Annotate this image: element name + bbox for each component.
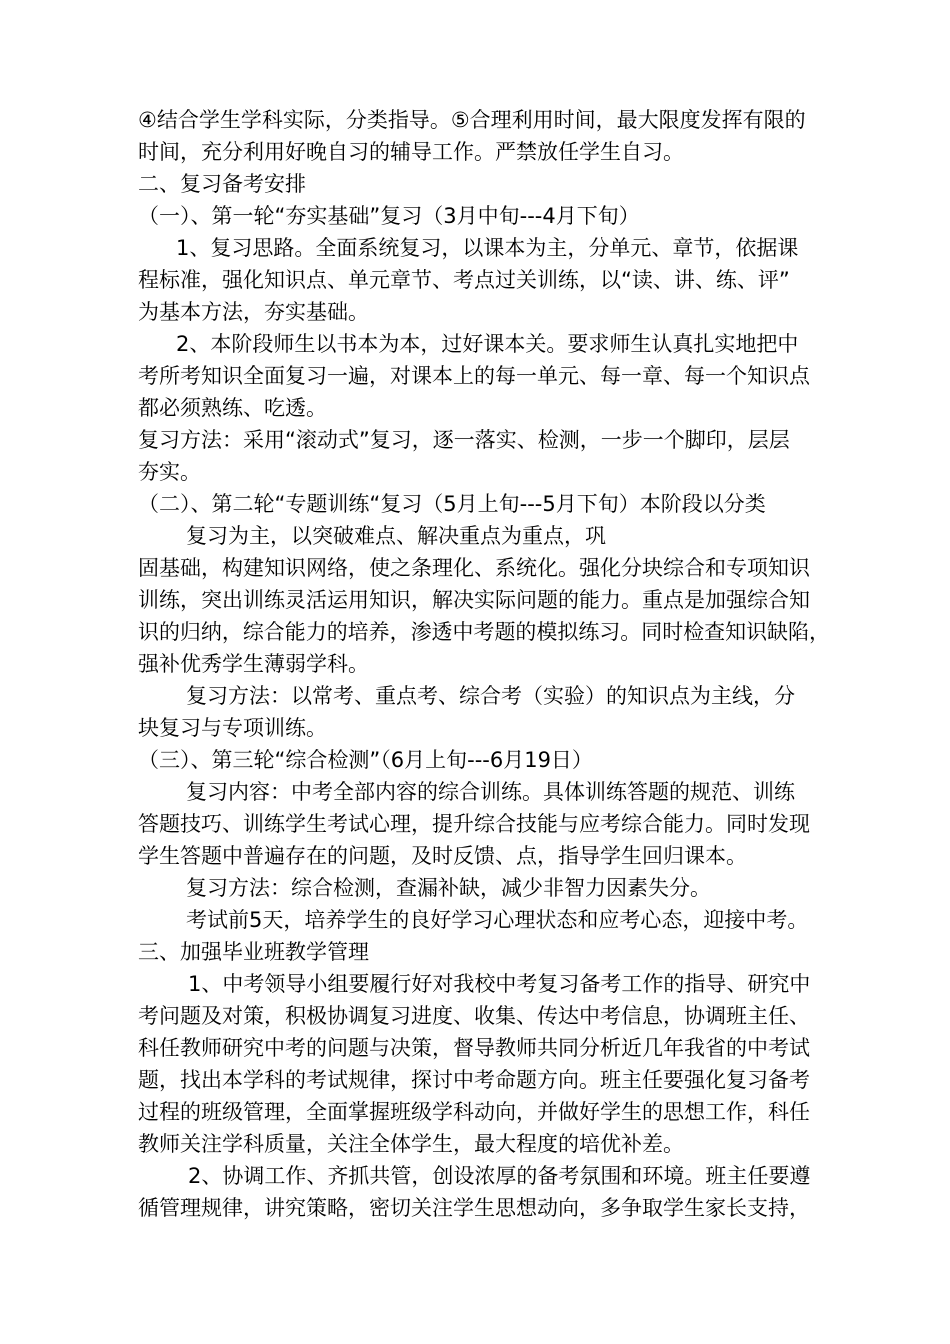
- text-line: 考所考知识全面复习一遍，对课本上的每一单元、每一章、每一个知识点: [138, 364, 810, 388]
- text-line: 夯实。: [138, 460, 201, 484]
- text-line: 块复习与专项训练。: [138, 716, 327, 740]
- text-line: 科任教师研究中考的问题与决策，督导教师共同分析近几年我省的中考试: [138, 1036, 810, 1060]
- text-line: 为基本方法，夯实基础。: [138, 300, 369, 324]
- text-line: 时间，充分利用好晚自习的辅导工作。严禁放任学生自习。: [138, 140, 684, 164]
- subsection-heading: （一）、第一轮“夯实基础”复习（3月中旬---4月下旬）: [138, 204, 640, 228]
- text-line: 1、复习思路。全面系统复习，以课本为主，分单元、章节，依据课: [176, 236, 799, 260]
- text-line: 考问题及对策，积极协调复习进度、收集、传达中考信息，协调班主任、: [138, 1004, 810, 1028]
- text-line: 答题技巧、训练学生考试心理，提升综合技能与应考综合能力。同时发现: [138, 812, 810, 836]
- text-line: 复习为主，以突破难点、解决重点为重点，巩: [186, 524, 606, 548]
- text-line: 固基础，构建知识网络，使之条理化、系统化。强化分块综合和专项知识: [138, 556, 810, 580]
- section-heading: 二、复习备考安排: [138, 172, 306, 196]
- text-line: 1、中考领导小组要履行好对我校中考复习备考工作的指导、研究中: [188, 972, 811, 996]
- text-line: ④结合学生学科实际，分类指导。⑤合理利用时间，最大限度发挥有限的: [138, 108, 806, 132]
- text-line: 2、本阶段师生以书本为本，过好课本关。要求师生认真扎实地把中: [176, 332, 799, 356]
- text-line: 题，找出本学科的考试规律，探讨中考命题方向。班主任要强化复习备考: [138, 1068, 810, 1092]
- text-line: 过程的班级管理，全面掌握班级学科动向，并做好学生的思想工作，科任: [138, 1100, 810, 1124]
- text-line: 循管理规律，讲究策略，密切关注学生思想动向，多争取学生家长支持，: [138, 1196, 810, 1220]
- text-line: 都必须熟练、吃透。: [138, 396, 327, 420]
- text-line: 复习方法：综合检测，查漏补缺，减少非智力因素失分。: [186, 876, 711, 900]
- text-line: 程标准，强化知识点、单元章节、考点过关训练，以“读、讲、练、评”: [138, 268, 790, 292]
- text-line: 识的归纳，综合能力的培养，渗透中考题的模拟练习。同时检查知识缺陷，: [138, 620, 830, 644]
- section-heading: 三、加强毕业班教学管理: [138, 940, 369, 964]
- subsection-heading: （二）、第二轮“专题训练“复习（5月上旬---5月下旬）本阶段以分类: [138, 492, 766, 516]
- text-line: 2、协调工作、齐抓共管，创设浓厚的备考氛围和环境。班主任要遵: [188, 1164, 811, 1188]
- text-line: 强补优秀学生薄弱学科。: [138, 652, 369, 676]
- text-line: 考试前5天，培养学生的良好学习心理状态和应考心态，迎接中考。: [186, 908, 809, 932]
- text-line: 教师关注学科质量，关注全体学生，最大程度的培优补差。: [138, 1132, 684, 1156]
- text-line: 训练，突出训练灵活运用知识，解决实际问题的能力。重点是加强综合知: [138, 588, 810, 612]
- text-line: 学生答题中普遍存在的问题，及时反馈、点，指导学生回归课本。: [138, 844, 747, 868]
- text-line: 复习内容：中考全部内容的综合训练。具体训练答题的规范、训练: [186, 780, 795, 804]
- text-line: 复习方法：以常考、重点考、综合考（实验）的知识点为主线，分: [186, 684, 795, 708]
- text-line: 复习方法：采用“滚动式”复习，逐一落实、检测，一步一个脚印，层层: [138, 428, 790, 452]
- subsection-heading: （三）、第三轮“综合检测”（6月上旬---6月19日）: [138, 748, 593, 772]
